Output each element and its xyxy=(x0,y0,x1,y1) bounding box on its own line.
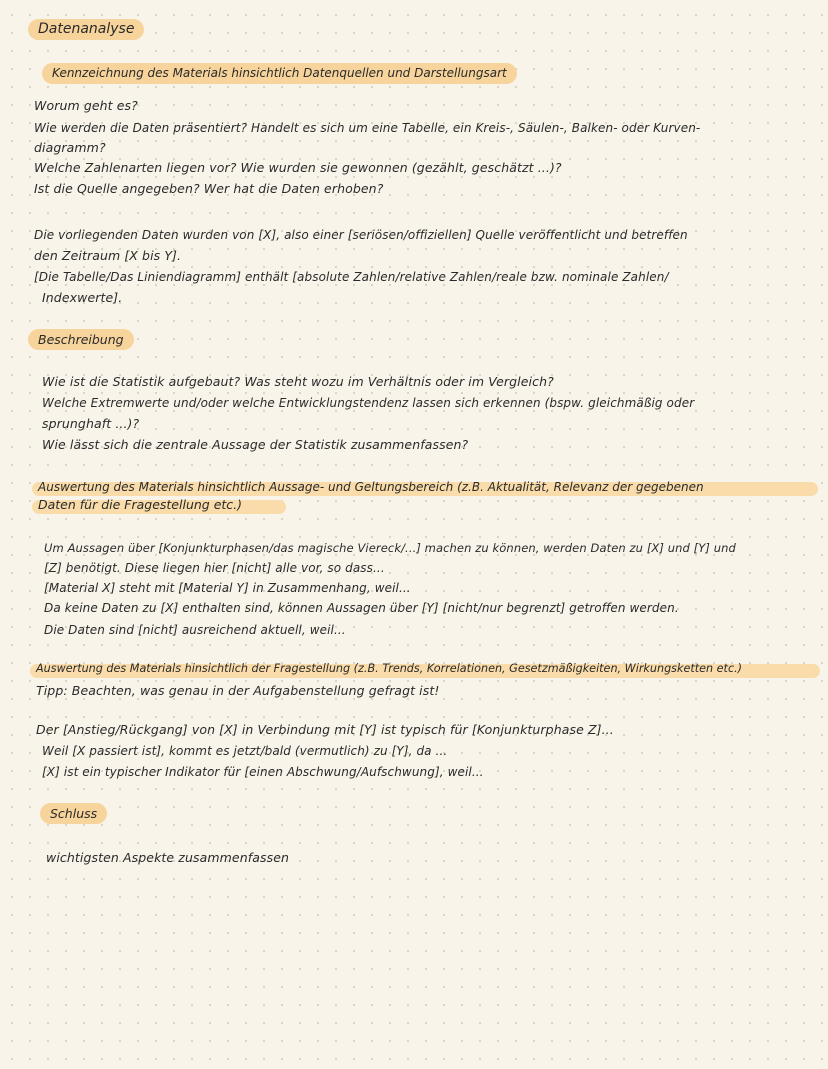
tip-line: Tipp: Beachten, was genau in der Aufgabenstellung gefragt ist! xyxy=(36,683,440,698)
text-line: [Z] benötigt. Diese liegen hier [nicht] alle vor, so dass... xyxy=(44,561,385,575)
text-line: Wie werden die Daten präsentiert? Handelt es sich um eine Tabelle, ein Kreis-, Säulen-, Balken- oder Kurven- xyxy=(34,121,701,135)
section-heading-beschreibung: Beschreibung xyxy=(28,329,134,350)
section-heading-schluss: Schluss xyxy=(40,803,107,824)
page-title: Datenanalyse xyxy=(28,19,144,40)
text-line: Wie ist die Statistik aufgebaut? Was steht wozu im Verhältnis oder im Vergleich? xyxy=(42,374,554,389)
text-line: [X] ist ein typischer Indikator für [einen Abschwung/Aufschwung], weil... xyxy=(42,765,484,779)
text-line: Da keine Daten zu [X] enthalten sind, können Aussagen über [Y] [nicht/nur begrenzt] getroffen werden. xyxy=(44,601,679,615)
text-line: Indexwerte]. xyxy=(42,290,123,305)
text-line: Der [Anstieg/Rückgang] von [X] in Verbindung mit [Y] ist typisch für [Konjunkturphase Z]... xyxy=(36,722,614,737)
text-line: Wie lässt sich die zentrale Aussage der Statistik zusammenfassen? xyxy=(42,437,469,452)
section-heading-auswertung-aussage-cont: Daten für die Fragestellung etc.) xyxy=(38,497,243,512)
text-line: wichtigsten Aspekte zusammenfassen xyxy=(46,850,290,865)
section-heading-auswertung-aussage: Auswertung des Materials hinsichtlich Aussage- und Geltungsbereich (z.B. Aktualität, Relevanz der gegebenen xyxy=(38,480,704,494)
text-line: den Zeitraum [X bis Y]. xyxy=(34,248,182,263)
text-line: sprunghaft ...)? xyxy=(42,416,140,431)
text-line: Die Daten sind [nicht] ausreichend aktuell, weil... xyxy=(44,623,346,637)
text-line: Weil [X passiert ist], kommt es jetzt/bald (vermutlich) zu [Y], da ... xyxy=(42,744,448,758)
text-line: Um Aussagen über [Konjunkturphasen/das magische Viereck/...] machen zu können, werden Daten zu [X] und [Y] und xyxy=(44,541,736,555)
section-heading-kennzeichnung: Kennzeichnung des Materials hinsichtlich Datenquellen und Darstellungsart xyxy=(42,63,517,84)
text-line: diagramm? xyxy=(34,140,106,155)
section-heading-auswertung-fragestellung: Auswertung des Materials hinsichtlich der Fragestellung (z.B. Trends, Korrelationen, Gesetzmäßigkeiten, Wirkungsketten etc.) xyxy=(36,662,743,675)
text-line: Worum geht es? xyxy=(34,98,138,113)
text-line: [Die Tabelle/Das Liniendiagramm] enthält [absolute Zahlen/relative Zahlen/reale bzw. nominale Zahlen/ xyxy=(34,270,669,284)
text-line: Die vorliegenden Daten wurden von [X], also einer [seriösen/offiziellen] Quelle veröffentlicht und betreffen xyxy=(34,228,688,242)
text-line: Welche Zahlenarten liegen vor? Wie wurden sie gewonnen (gezählt, geschätzt ...)? xyxy=(34,160,562,175)
text-line: [Material X] steht mit [Material Y] in Zusammenhang, weil... xyxy=(44,581,411,595)
text-line: Ist die Quelle angegeben? Wer hat die Daten erhoben? xyxy=(34,181,384,196)
text-line: Welche Extremwerte und/oder welche Entwicklungstendenz lassen sich erkennen (bspw. gleichmäßig oder xyxy=(42,396,695,410)
